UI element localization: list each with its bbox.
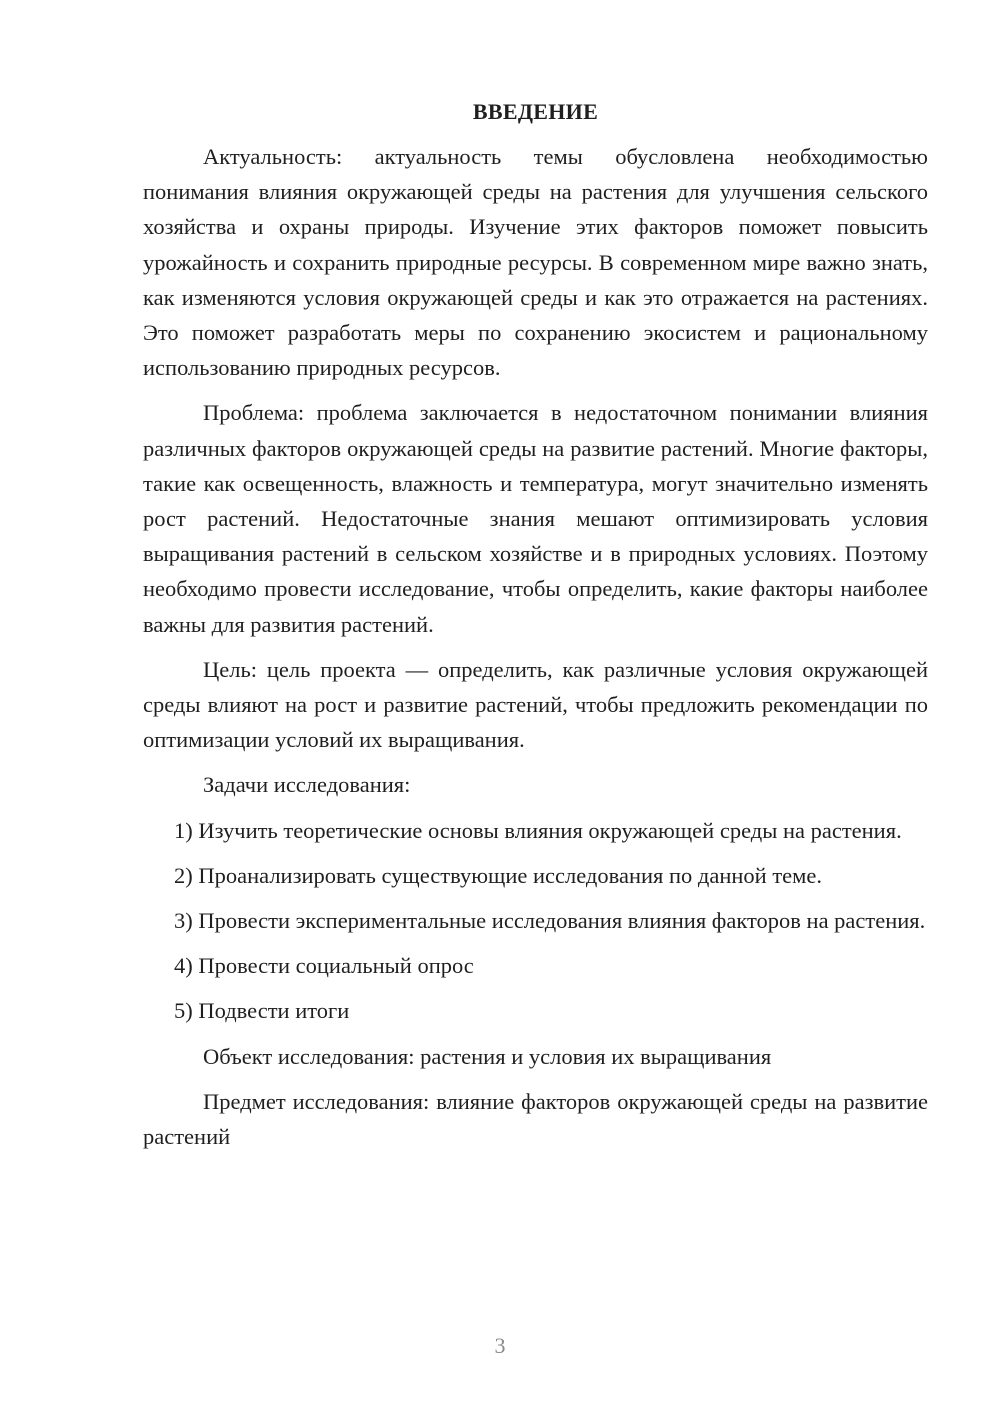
relevance-paragraph: Актуальность: актуальность темы обусловлена необходимостью понимания влияния окружающей среды на растения для улучшения сельского хозяйства и охраны природы. Изучение этих факторов поможет повысить урожайность и сохранить природные ресурсы. В современном мире важно знать, как изменяются условия окружающей среды и как это отражается на растениях. Это поможет разработать меры по сохранению экосистем и рациональному использованию природных ресурсов. [143,144,928,381]
document-body [143,94,928,1164]
task-item-3: 3) Провести экспериментальные исследования влияния факторов на растения. [174,908,926,934]
problem-paragraph: Проблема: проблема заключается в недостаточном понимании влияния различных факторов окружающей среды на развитие растений. Многие факторы, такие как освещенность, влажность и температура, могут значительно изменять рост растений. Недостаточные знания мешают оптимизировать условия выращивания растений в сельском хозяйстве и в природных условиях. Поэтому необходимо провести исследование, чтобы определить, какие факторы наиболее важны для развития растений. [143,400,928,637]
task-item-2: 2) Проанализировать существующие исследования по данной теме. [174,862,823,888]
page-title: ВВЕДЕНИЕ [472,99,599,124]
tasks-heading: Задачи исследования: [203,772,411,798]
page-number: 3 [494,1333,506,1358]
goal-paragraph: Цель: цель проекта — определить, как различные условия окружающей среды влияют на рост и развитие растений, чтобы предложить рекомендации по оптимизации условий их выращивания. [143,656,928,753]
task-item-4: 4) Провести социальный опрос [174,953,474,979]
task-item-5: 5) Подвести итоги [174,998,350,1024]
research-subject-paragraph: Предмет исследования: влияние факторов окружающей среды на развитие растений [143,1088,928,1150]
research-object-paragraph: Объект исследования: растения и условия их выращивания [203,1043,772,1069]
task-item-1: 1) Изучить теоретические основы влияния окружающей среды на растения. [174,817,902,843]
